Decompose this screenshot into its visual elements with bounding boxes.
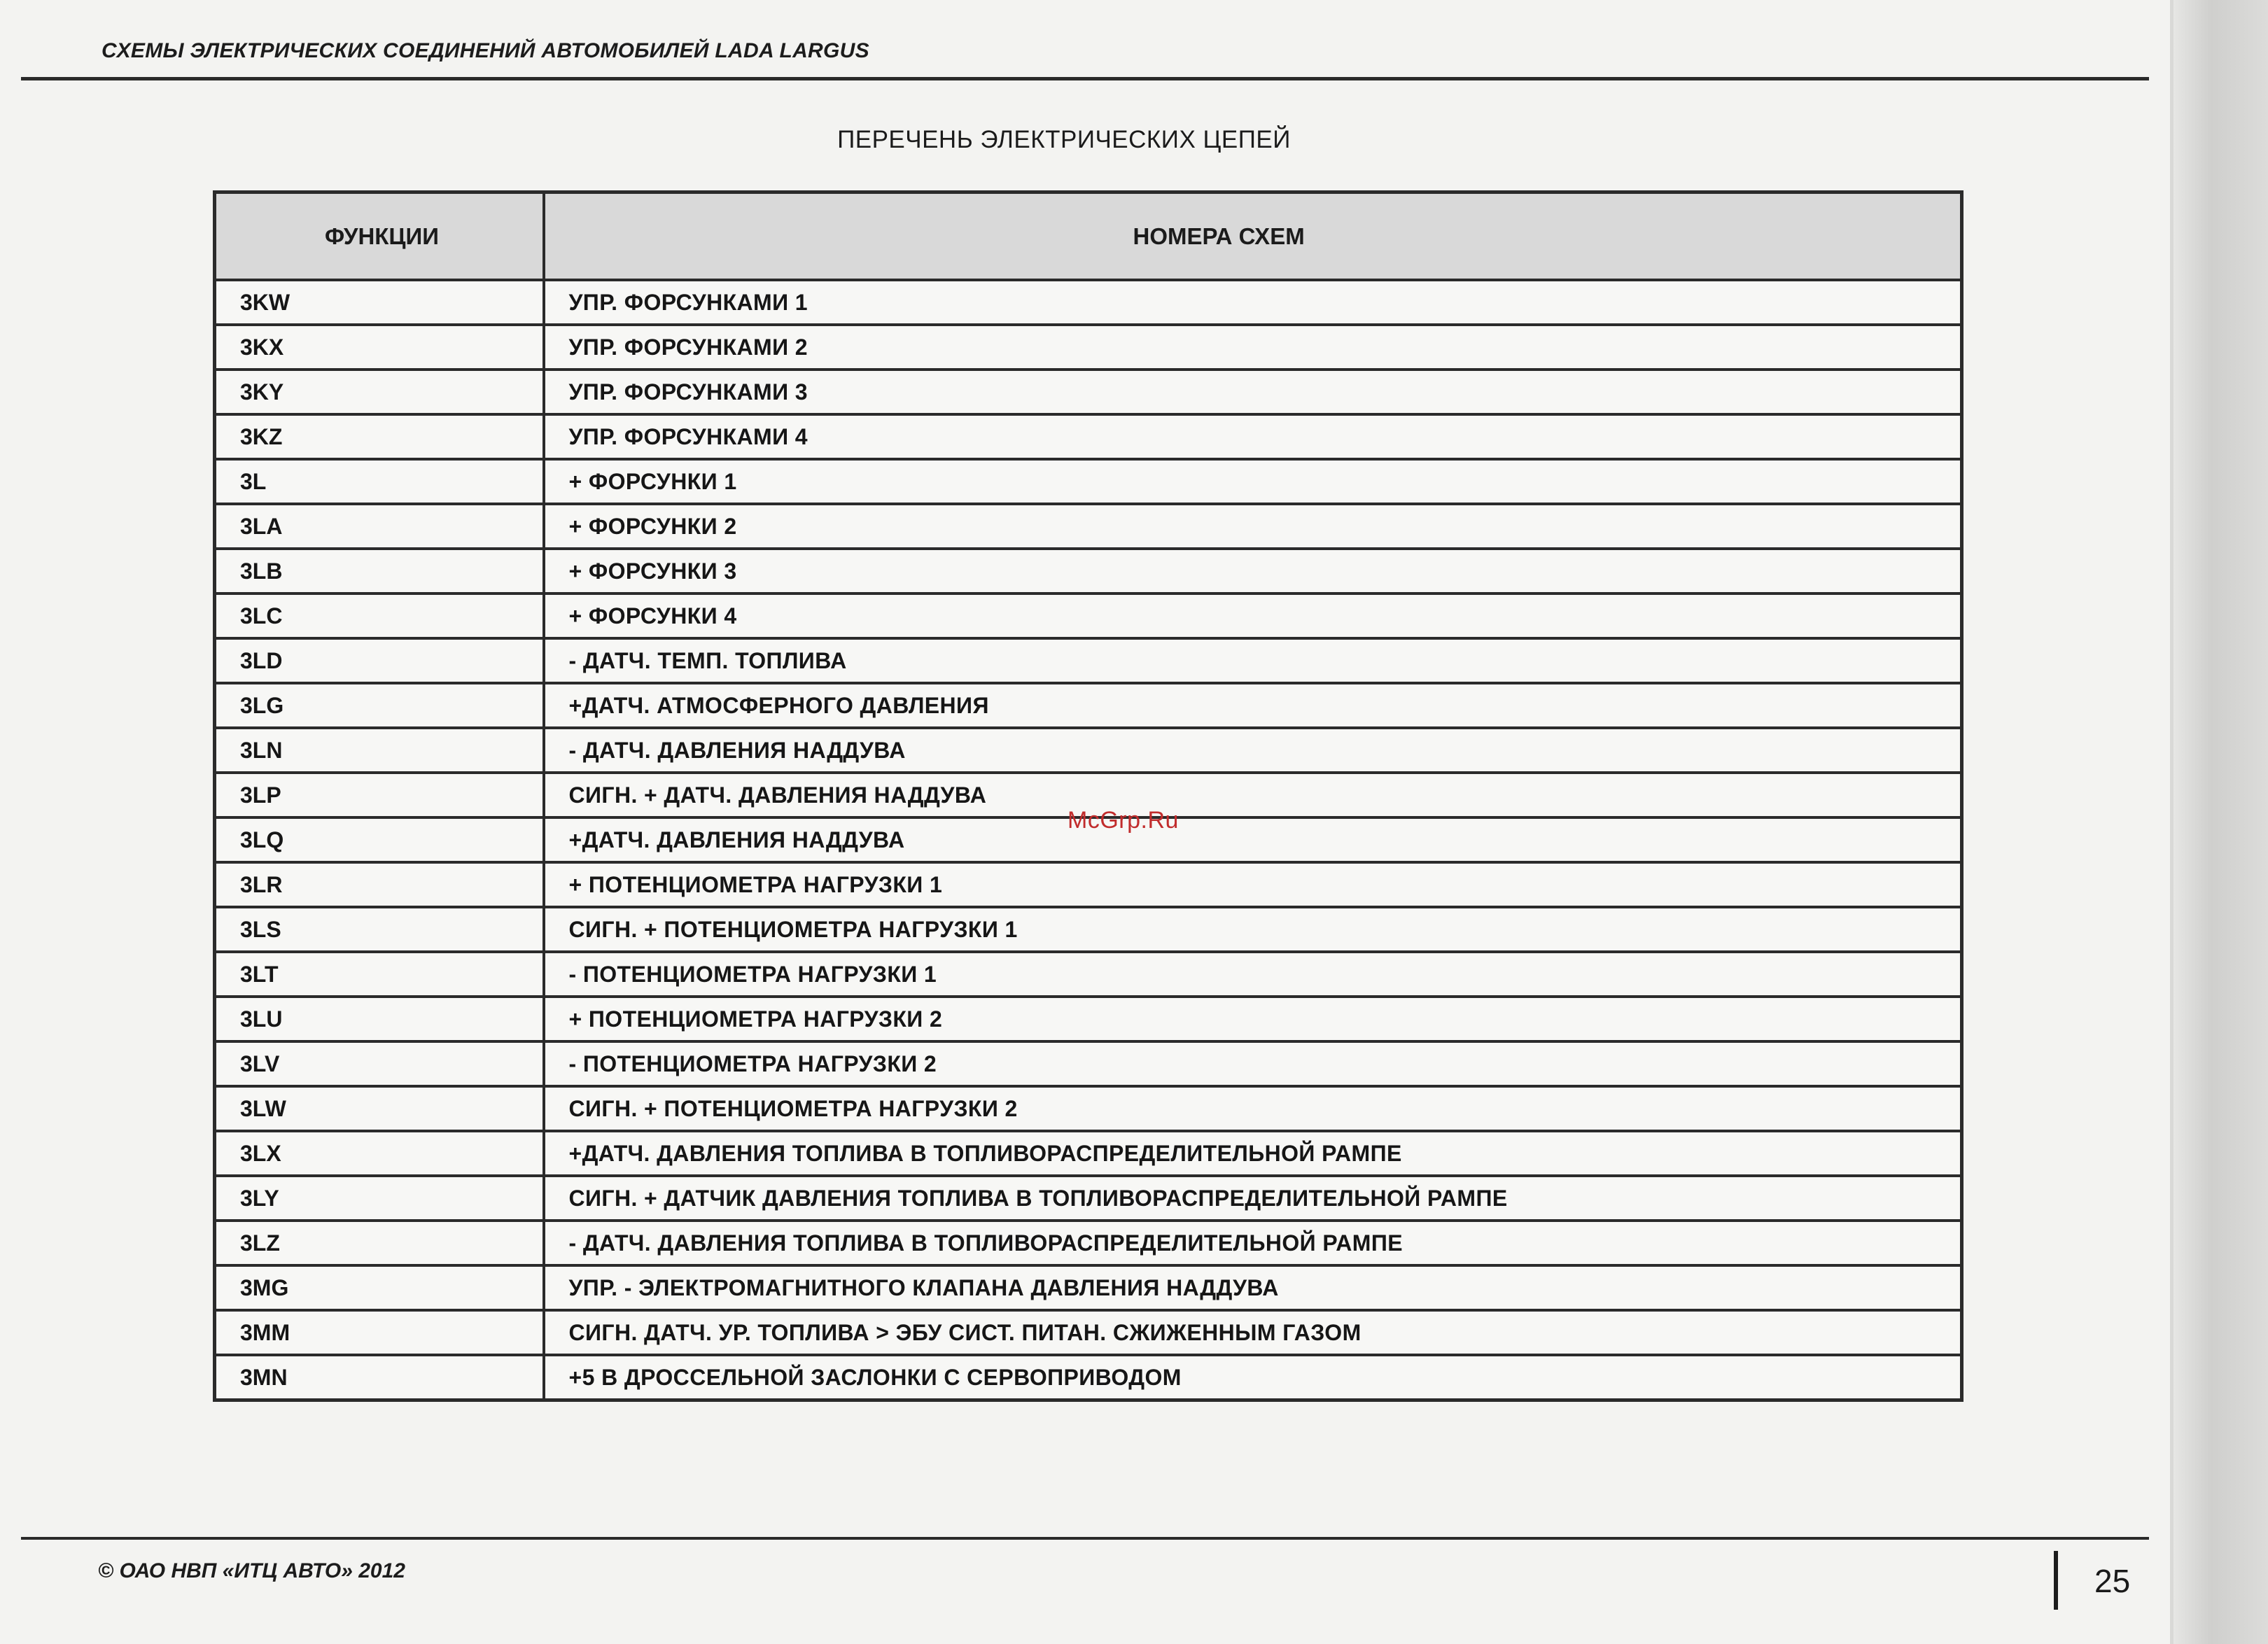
circuit-code-cell: 3MG bbox=[215, 1265, 544, 1310]
circuit-code-cell: 3LW bbox=[215, 1086, 544, 1131]
circuit-code-cell: 3MN bbox=[215, 1355, 544, 1400]
circuit-code-cell: 3LN bbox=[215, 728, 544, 773]
circuit-code-cell: 3MM bbox=[215, 1310, 544, 1355]
table-row bbox=[215, 1355, 1962, 1400]
table-row bbox=[215, 325, 1962, 370]
circuit-description-cell: - ДАТЧ. ДАВЛЕНИЯ ТОПЛИВА В ТОПЛИВОРАСПРЕДЕЛИТЕЛЬНОЙ РАМПЕ bbox=[544, 1221, 1962, 1265]
circuit-code-cell: 3LS bbox=[215, 907, 544, 952]
watermark: McGrp.Ru bbox=[1068, 807, 1179, 834]
circuit-code-cell: 3KX bbox=[215, 325, 544, 370]
footer-rule bbox=[21, 1537, 2149, 1540]
circuit-description-cell: УПР. ФОРСУНКАМИ 1 bbox=[544, 280, 1962, 325]
copyright: © ОАО НВП «ИТЦ АВТО» 2012 bbox=[98, 1559, 405, 1582]
table-row bbox=[215, 280, 1962, 325]
circuit-description-cell: - ДАТЧ. ДАВЛЕНИЯ НАДДУВА bbox=[544, 728, 1962, 773]
table-header-row bbox=[215, 192, 1962, 281]
circuit-code-cell: 3LP bbox=[215, 773, 544, 817]
circuit-description-cell: СИГН. + ПОТЕНЦИОМЕТРА НАГРУЗКИ 2 bbox=[544, 1086, 1962, 1131]
table-row bbox=[215, 593, 1962, 638]
circuit-code-cell: 3LX bbox=[215, 1131, 544, 1176]
circuit-code-cell: 3LV bbox=[215, 1041, 544, 1086]
circuit-code-cell: 3LG bbox=[215, 683, 544, 728]
table-row bbox=[215, 907, 1962, 952]
circuit-code-cell: 3LZ bbox=[215, 1221, 544, 1265]
table-row bbox=[215, 1041, 1962, 1086]
circuit-code-cell: 3L bbox=[215, 459, 544, 504]
circuit-code-cell: 3KW bbox=[215, 280, 544, 325]
circuit-description-cell: +ДАТЧ. АТМОСФЕРНОГО ДАВЛЕНИЯ bbox=[544, 683, 1962, 728]
page-number: 25 bbox=[2094, 1563, 2131, 1599]
table-row bbox=[215, 459, 1962, 504]
circuit-code-cell: 3LD bbox=[215, 638, 544, 683]
header-rule bbox=[21, 77, 2149, 80]
circuit-description-cell: + ФОРСУНКИ 4 bbox=[544, 593, 1962, 638]
circuit-code-cell: 3LB bbox=[215, 549, 544, 593]
page-number-divider bbox=[2054, 1551, 2058, 1610]
circuit-code-cell: 3LT bbox=[215, 952, 544, 997]
circuit-description-cell: СИГН. + ДАТЧ. ДАВЛЕНИЯ НАДДУВА bbox=[544, 773, 1962, 817]
circuit-description-cell: СИГН. + ДАТЧИК ДАВЛЕНИЯ ТОПЛИВА В ТОПЛИВОРАСПРЕДЕЛИТЕЛЬНОЙ РАМПЕ bbox=[544, 1176, 1962, 1221]
circuit-code-cell: 3LU bbox=[215, 997, 544, 1041]
header-title: СХЕМЫ ЭЛЕКТРИЧЕСКИХ СОЕДИНЕНИЙ АВТОМОБИЛЕЙ LADA LARGUS bbox=[102, 39, 869, 62]
circuit-description-cell: - ДАТЧ. ТЕМП. ТОПЛИВА bbox=[544, 638, 1962, 683]
circuit-code-cell: 3LQ bbox=[215, 817, 544, 862]
table-row bbox=[215, 1176, 1962, 1221]
table-row bbox=[215, 549, 1962, 593]
circuit-description-cell: +ДАТЧ. ДАВЛЕНИЯ ТОПЛИВА В ТОПЛИВОРАСПРЕДЕЛИТЕЛЬНОЙ РАМПЕ bbox=[544, 1131, 1962, 1176]
circuit-description-cell: + ПОТЕНЦИОМЕТРА НАГРУЗКИ 2 bbox=[544, 997, 1962, 1041]
circuit-description-cell: +5 В ДРОССЕЛЬНОЙ ЗАСЛОНКИ С СЕРВОПРИВОДОМ bbox=[544, 1355, 1962, 1400]
circuit-code-cell: 3LR bbox=[215, 862, 544, 907]
circuit-description-cell: +ДАТЧ. ДАВЛЕНИЯ НАДДУВА bbox=[544, 817, 1962, 862]
column-header-functions: ФУНКЦИИ bbox=[215, 192, 544, 281]
circuit-description-cell: + ФОРСУНКИ 3 bbox=[544, 549, 1962, 593]
circuit-description-cell: УПР. ФОРСУНКАМИ 4 bbox=[544, 414, 1962, 459]
circuit-code-cell: 3KY bbox=[215, 370, 544, 414]
circuit-code-cell: 3KZ bbox=[215, 414, 544, 459]
circuit-description-cell: СИГН. + ПОТЕНЦИОМЕТРА НАГРУЗКИ 1 bbox=[544, 907, 1962, 952]
circuit-code-cell: 3LA bbox=[215, 504, 544, 549]
table-row bbox=[215, 370, 1962, 414]
table-row bbox=[215, 504, 1962, 549]
table-row bbox=[215, 1221, 1962, 1265]
circuit-code-cell: 3LC bbox=[215, 593, 544, 638]
circuit-description-cell: УПР. ФОРСУНКАМИ 2 bbox=[544, 325, 1962, 370]
page-title: ПЕРЕЧЕНЬ ЭЛЕКТРИЧЕСКИХ ЦЕПЕЙ bbox=[837, 126, 1291, 153]
table-row bbox=[215, 683, 1962, 728]
page-edge-shadow bbox=[2174, 0, 2268, 1644]
circuit-description-cell: УПР. ФОРСУНКАМИ 3 bbox=[544, 370, 1962, 414]
table-row bbox=[215, 1131, 1962, 1176]
circuit-table bbox=[213, 190, 1963, 1402]
table-row bbox=[215, 728, 1962, 773]
circuit-description-cell: + ПОТЕНЦИОМЕТРА НАГРУЗКИ 1 bbox=[544, 862, 1962, 907]
circuit-description-cell: - ПОТЕНЦИОМЕТРА НАГРУЗКИ 1 bbox=[544, 952, 1962, 997]
table-row bbox=[215, 638, 1962, 683]
table-row bbox=[215, 997, 1962, 1041]
table-row bbox=[215, 1310, 1962, 1355]
table-row bbox=[215, 414, 1962, 459]
circuit-description-cell: - ПОТЕНЦИОМЕТРА НАГРУЗКИ 2 bbox=[544, 1041, 1962, 1086]
table-row bbox=[215, 952, 1962, 997]
circuit-description-cell: УПР. - ЭЛЕКТРОМАГНИТНОГО КЛАПАНА ДАВЛЕНИЯ НАДДУВА bbox=[544, 1265, 1962, 1310]
circuit-code-cell: 3LY bbox=[215, 1176, 544, 1221]
table-row bbox=[215, 862, 1962, 907]
circuit-description-cell: + ФОРСУНКИ 1 bbox=[544, 459, 1962, 504]
table-row bbox=[215, 1086, 1962, 1131]
circuit-description-cell: + ФОРСУНКИ 2 bbox=[544, 504, 1962, 549]
column-header-scheme-numbers: НОМЕРА СХЕМ bbox=[544, 192, 1962, 281]
table-row bbox=[215, 1265, 1962, 1310]
table-body bbox=[215, 280, 1962, 1400]
circuit-description-cell: СИГН. ДАТЧ. УР. ТОПЛИВА > ЭБУ СИСТ. ПИТАН. СЖИЖЕННЫМ ГАЗОМ bbox=[544, 1310, 1962, 1355]
